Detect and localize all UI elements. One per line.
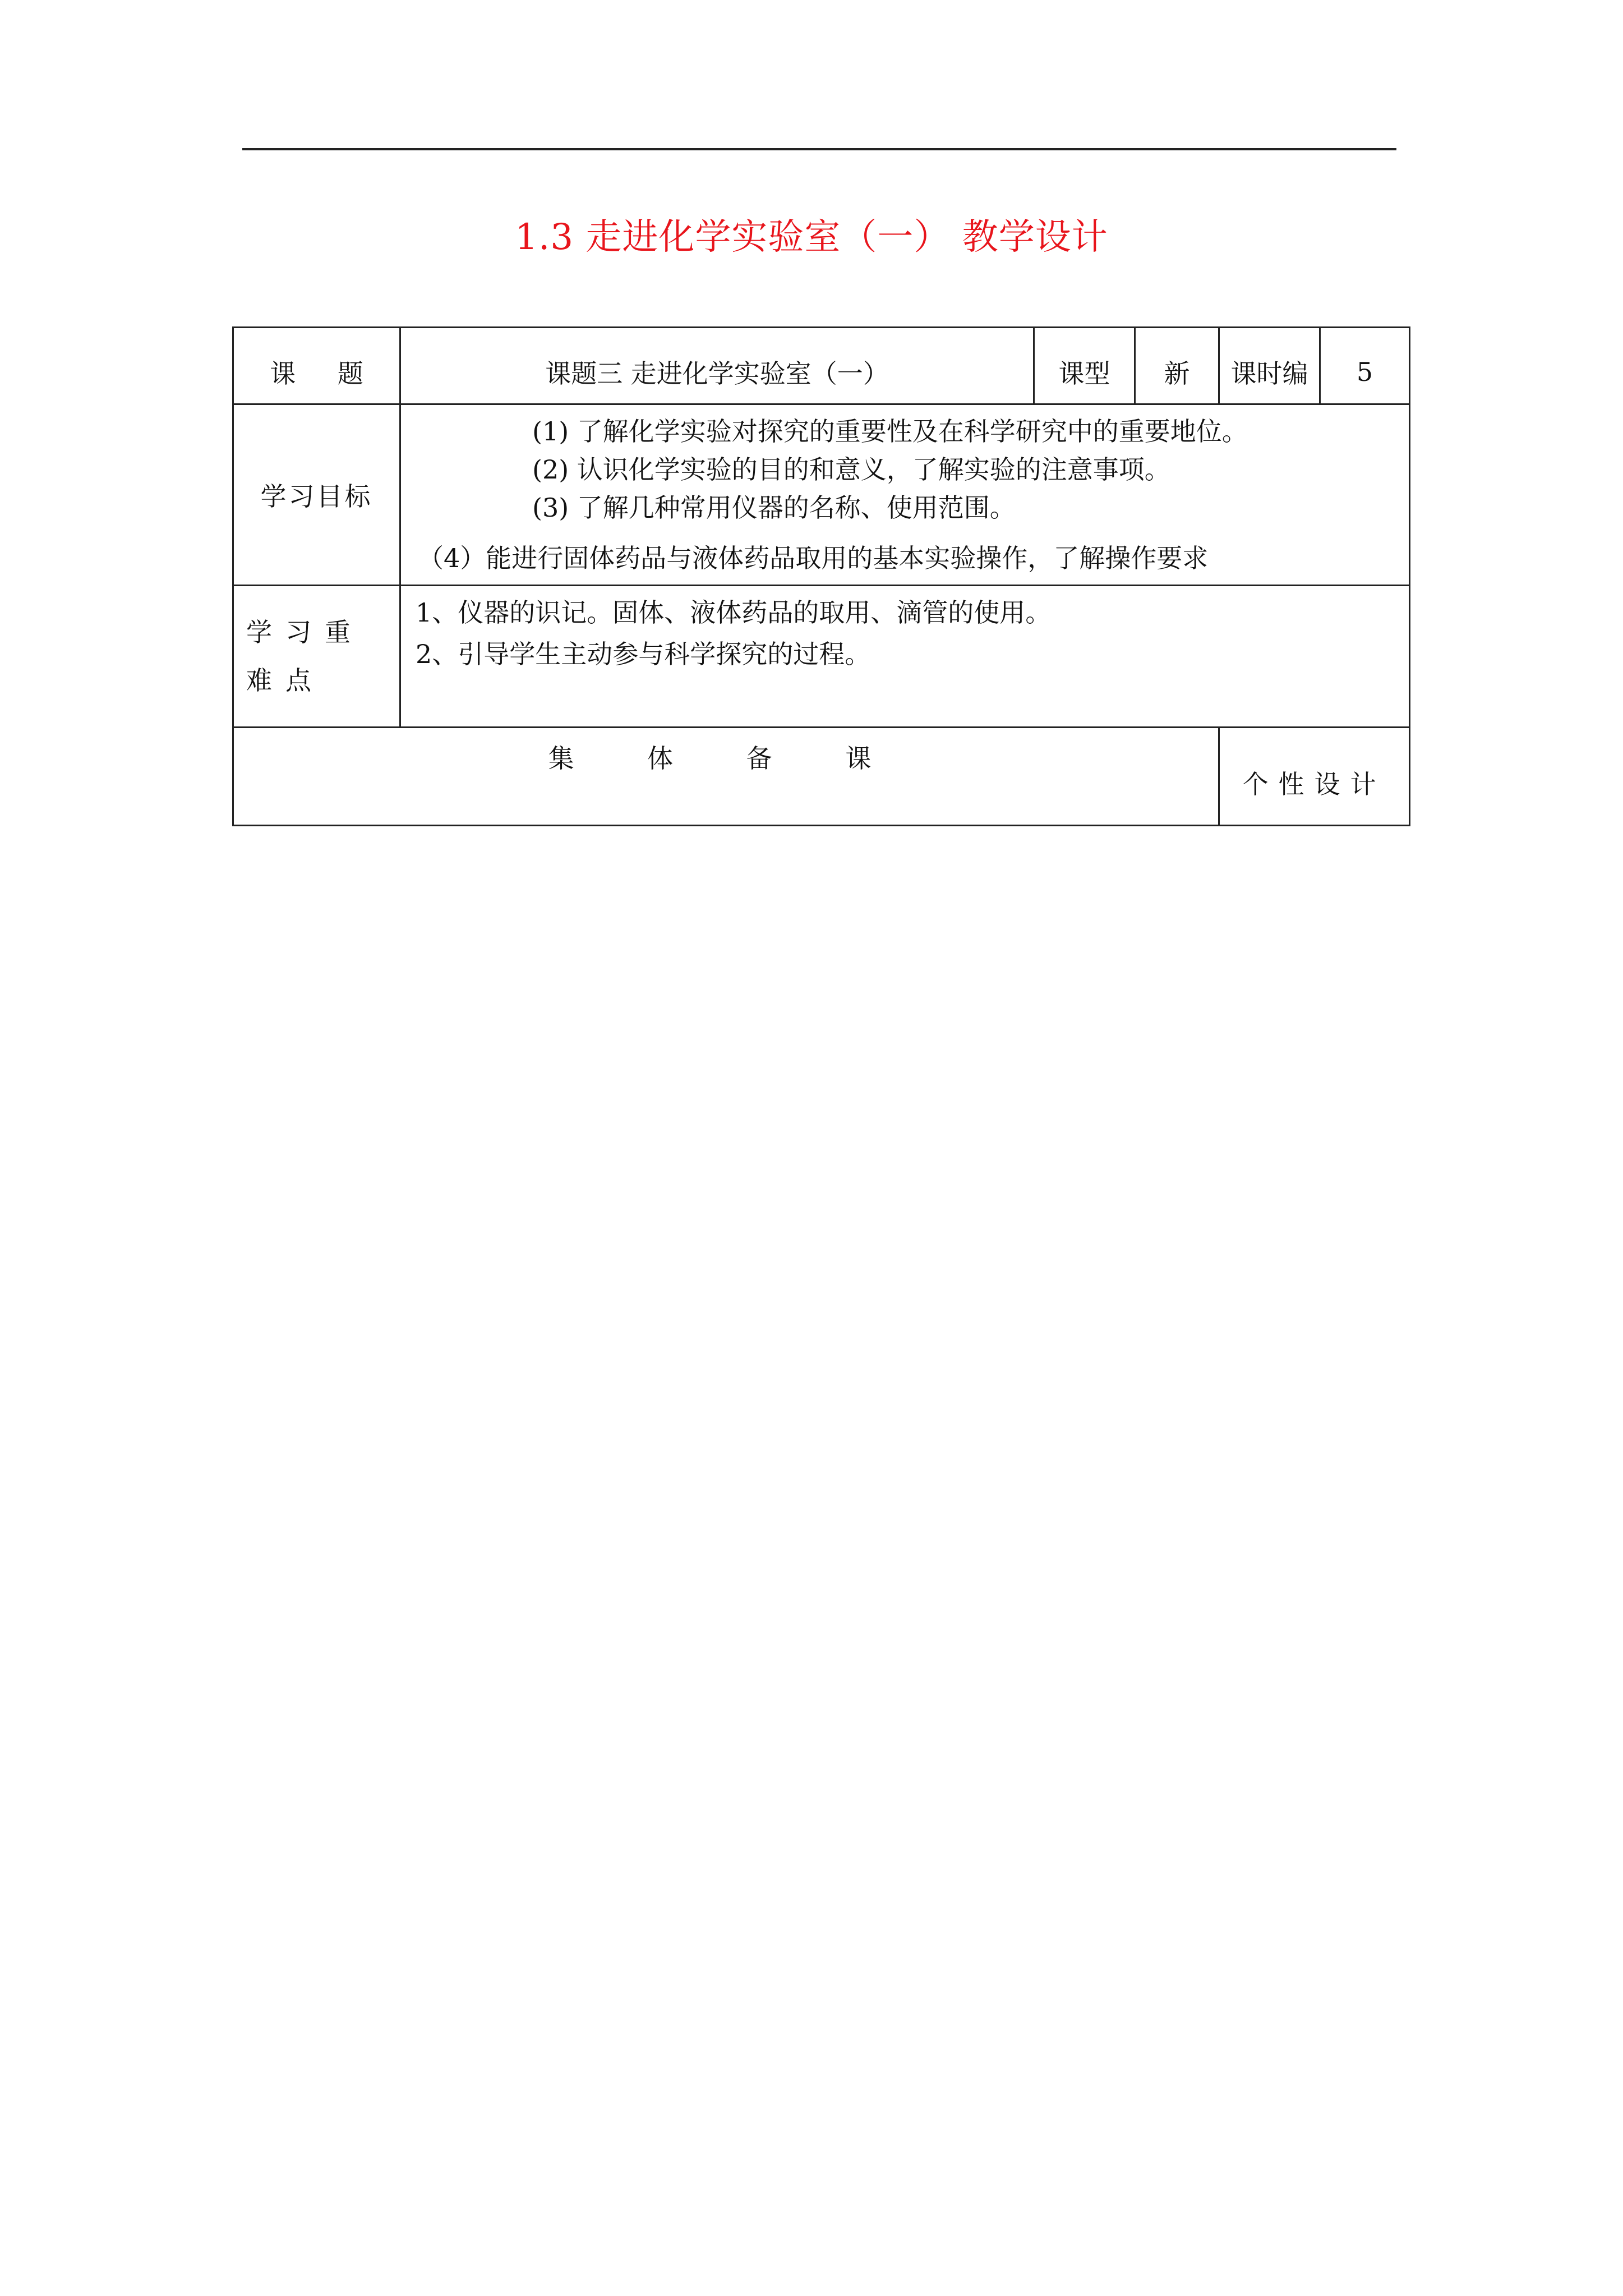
personal-design-label: 个性设计 [1219,728,1410,826]
lesson-hours-value: 5 [1320,328,1410,404]
goals-label: 学习目标 [233,404,400,586]
topic-value: 课题三 走进化学实验室（一） [400,328,1034,404]
document-title: 1.3 走进化学实验室（一） 教学设计 [515,217,1108,258]
lesson-plan-table [232,326,1410,826]
key-point-item: 2、引导学生主动参与科学探究的过程。 [416,639,871,669]
table-row-preparation [233,728,1410,826]
key-points-content [400,586,1410,728]
table-row-goals [233,404,1410,586]
table-row-topic [233,328,1410,404]
goal-item: (2) 认识化学实验的目的和意义，了解实验的注意事项。 [532,454,1170,485]
goal-item: (1) 了解化学实验对探究的重要性及在科学研究中的重要地位。 [532,416,1248,447]
key-point-item: 1、仪器的识记。固体、液体药品的取用、滴管的使用。 [416,597,1052,628]
group-preparation-label: 集 体 备 课 [233,728,1219,826]
lesson-type-label: 课型 [1034,328,1135,404]
lesson-hours-label: 课时编 [1219,328,1320,404]
goal-item: （4）能进行固体药品与液体药品取用的基本实验操作，了解操作要求 [418,543,1209,573]
topic-label: 课 题 [233,328,400,404]
goal-item: (3) 了解几种常用仪器的名称、使用范围。 [532,493,1016,523]
header-rule [242,148,1396,150]
table-row-key-points [233,586,1410,728]
lesson-type-value: 新 [1135,328,1219,404]
key-points-label: 学习重难点 [233,586,400,728]
goals-content [400,404,1410,586]
